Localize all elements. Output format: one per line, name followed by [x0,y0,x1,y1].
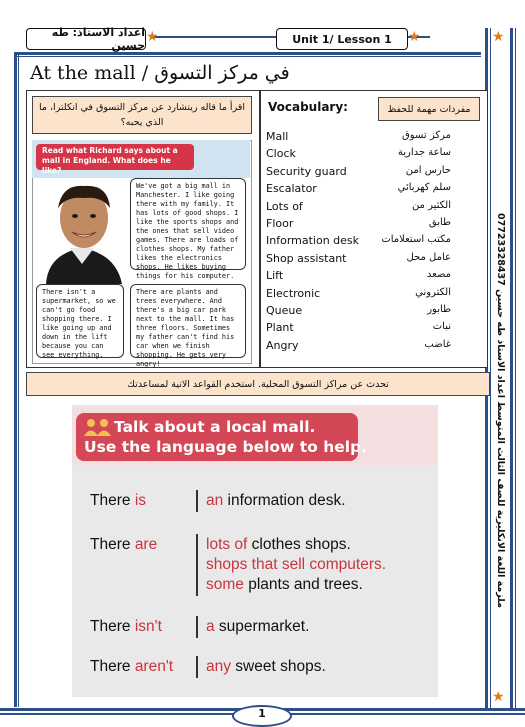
there-word: There [90,618,131,635]
vocabulary-arabic: ساعة جدارية [397,147,451,159]
vocabulary-row [266,200,481,217]
row-divider [196,656,198,678]
vocabulary-row [266,182,481,199]
vocabulary-arabic: طابور [427,304,451,315]
vocabulary-english: Angry [266,338,299,352]
book-heading-line2: Use the language below to help. [84,438,368,456]
verb-word: isn't [134,618,162,635]
language-row-phrase [206,556,386,574]
side-banner: ملزمة اللغة الانكليزية للصف الثالث المتوسط اعداد الاستاذ طه حسين 07723328437 [494,212,506,608]
phrase-key: any [206,658,231,675]
vocabulary-heading: Vocabulary: [268,100,348,114]
frame-left-line [14,52,17,707]
star-icon: ★ [492,29,505,45]
vocabulary-arabic: سلم كهربائي [397,182,451,194]
row-divider [196,534,198,596]
page-title: At the mall / في مركز التسوق [30,62,290,84]
there-word: There [90,536,131,553]
reading-instruction: اقرأ ما قاله ريتشارد عن مركز التسوق في انكلترا، ما الذي يحبه؟ [32,96,252,134]
phrase-key: shops that sell computers. [206,556,387,573]
vocabulary-english: Queue [266,304,303,317]
vocabulary-english: Information desk [266,234,360,248]
vocabulary-english: Security guard [266,164,347,178]
vocabulary-arabic: الكتروني [415,286,451,298]
vocabulary-english: Plant [266,321,294,335]
vocabulary-row [266,252,481,269]
there-word: There [90,492,131,509]
vocabulary-english: Escalator [266,182,317,196]
star-icon: ★ [492,689,505,705]
language-row-phrase [206,658,326,676]
vocabulary-arabic: نبات [432,321,451,333]
vocabulary-row [266,321,481,338]
unit-label: Unit 1/ Lesson 1 [276,28,408,50]
vocabulary-arabic: الكثير من [411,199,451,211]
vocabulary-arabic: عامل محل [406,251,451,263]
row-divider [196,616,198,638]
vocabulary-row [266,269,481,286]
speech-bubble: We've got a big mall in Manchester. I like going there with my family. It has lots of good shops. I like the sports shops and the ones that sell video games. There are loads of clothes shops. My father likes the electronics shops. He likes buying things for his computer. [130,178,246,270]
language-row-phrase [206,576,363,594]
phrase-rest: plants and trees. [243,576,363,593]
verb-word: aren't [134,658,174,675]
vocabulary-row [266,287,481,304]
vocabulary-row [266,217,481,234]
star-icon: ★ [408,29,421,45]
phrase-rest: sweet shops. [231,658,326,675]
phrase-key: an [206,492,224,509]
there-word: There [90,658,131,675]
vocabulary-arabic: طابق [428,217,451,228]
vocabulary-arabic: مركز تسوق [402,130,451,141]
vocabulary-row [266,147,481,164]
frame-top-line-thin [14,56,481,57]
vocabulary-english: Clock [266,147,296,161]
vocabulary-english: Electronic [266,286,321,300]
language-row-subject [90,536,157,554]
phrase-rest: information desk. [223,492,346,509]
row-divider [196,490,198,512]
page-number: 1 [232,705,292,727]
vocabulary-english: Lift [266,269,284,283]
vocabulary-arabic-heading: مفردات مهمة للحفظ [378,97,480,121]
frame-right-line-outer-thin [515,28,516,710]
language-row-subject [90,658,173,676]
vocabulary-english: Floor [266,217,294,230]
vocabulary-english: Lots of [266,199,303,213]
author-label: اعداد الاستاذ: طه حسين [26,28,146,50]
vocabulary-row [266,304,481,321]
comic-caption: Read what Richard says about a mall in England. What does he like? [36,144,194,170]
people-icon [84,418,112,436]
vocabulary-row [266,130,481,147]
vocabulary-row [266,339,481,356]
phrase-rest: supermarket. [214,618,310,635]
vocabulary-arabic: حارس امن [405,164,451,176]
vocabulary-arabic: مكتب استعلامات [381,234,451,246]
vocabulary-arabic: مصعد [426,269,451,281]
phrase-key: some [206,576,244,593]
phrase-rest: clothes shops. [247,536,351,553]
frame-top-line [14,52,481,55]
phrase-key: lots of [206,536,248,553]
language-row-phrase [206,492,346,510]
phrase-key: a [206,618,215,635]
frame-left-line-thin [18,52,19,707]
verb-word: are [134,536,158,553]
vocabulary-arabic: غاضب [424,338,451,350]
talk-instruction: تحدث عن مراكز التسوق المحلية. استخدم القواعد الاتية لمساعدتك [26,372,490,396]
speech-bubble: There are plants and trees everywhere. And there's a big car park next to the mall. It has three floors. Sometimes my father can't find his car when we finish shopping. He gets very angry! [130,284,246,358]
vocabulary-english: Shop assistant [266,251,347,265]
language-row-subject [90,492,146,510]
speech-bubble: There isn't a supermarket, so we can't go food shopping there. I like going up and down in the lift because you can see everything. [36,284,124,358]
vocabulary-english: Mall [266,130,289,143]
star-icon: ★ [146,29,159,45]
language-row-phrase [206,618,309,636]
book-heading-line1: Talk about a local mall. [114,418,316,436]
vocabulary-row [266,234,481,251]
language-row-subject [90,618,162,636]
verb-word: is [134,492,147,509]
language-row-phrase [206,536,351,554]
vocabulary-row [266,165,481,182]
boy-illustration [36,176,132,284]
